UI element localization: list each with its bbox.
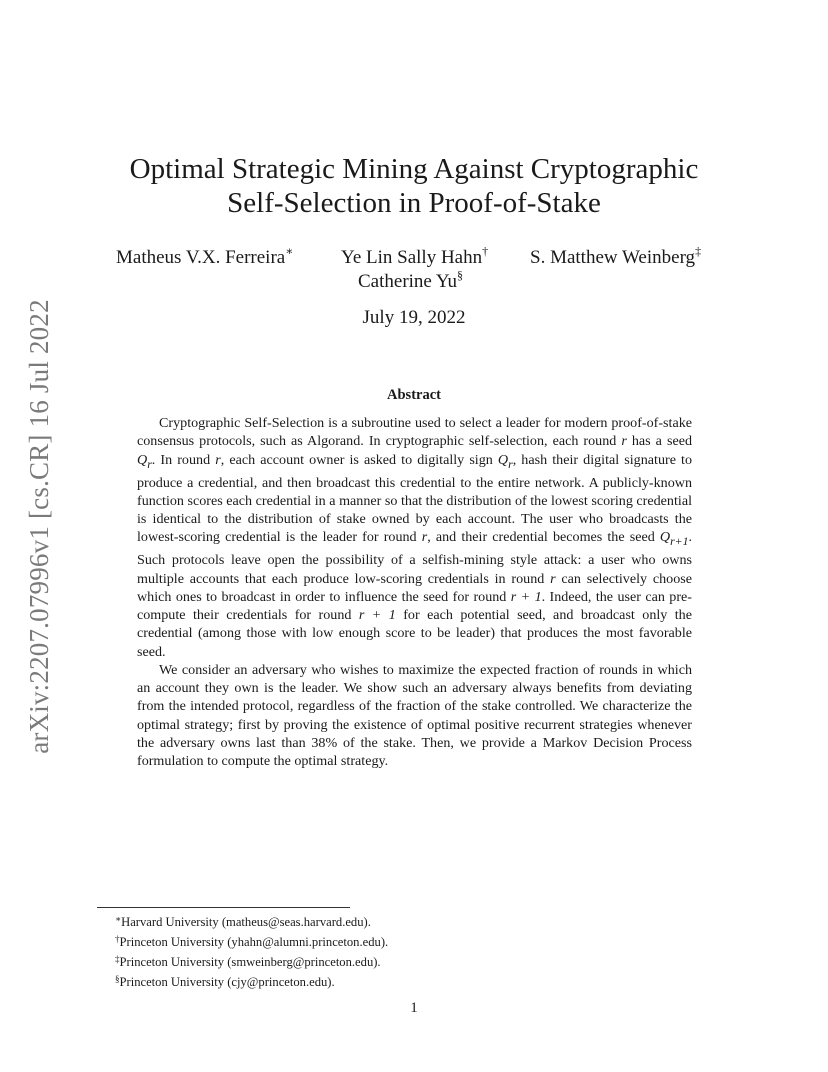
footnote-weinberg: ‡Princeton University (smweinberg@princeton.edu). — [115, 954, 381, 969]
arxiv-identifier-text: arXiv:2207.07996v1 [cs.CR] 16 Jul 2022 — [23, 298, 54, 754]
arxiv-identifier-stamp — [20, 295, 58, 757]
abstract-paragraph-1: Cryptographic Self-Selection is a subroutine used to select a leader for modern proof-of-stake consensus protocols, such as Algorand. In cryptographic self-selection, each round r has a seed $Q_r$. In round r, each account owner is asked to digitally sign $Q_r$, hash their digital signature to produce a credential, and then broadcast this credential to the entire network. A publicly-known function scores each credential in a manner so that the distribution of the lowest scoring credential is identical to the distribution of stake owned by each account. The user who broadcasts the lowest-scoring credential is the leader for round r, and their credential becomes the seed $Q_{r+1}$. Such protocols leave open the possibility of a selfish-mining style attack: a user who owns multiple accounts that each produce low-scoring credentials in round r can selectively choose which ones to broadcast in order to influence the seed for round r + 1. Indeed, the user can pre-compute their credentials for round r + 1 for each potential seed, and broadcast only the credential (among those with low enough score to be leader) that produces the most favorable seed. — [137, 415, 693, 660]
author-weinberg — [530, 244, 701, 269]
author-name: Ye Lin Sally Hahn — [341, 247, 483, 268]
footnote-ferreira: ∗Harvard University (matheus@seas.harvard.edu). — [115, 914, 371, 929]
footnote-hahn: †Princeton University (yhahn@alumni.princeton.edu). — [115, 934, 389, 949]
footnotes — [115, 911, 388, 991]
publication-date: July 19, 2022 — [362, 307, 466, 328]
abstract-heading: Abstract — [387, 387, 441, 403]
footnote-yu: §Princeton University (cjy@princeton.edu). — [115, 974, 335, 989]
footnote-separator — [97, 907, 350, 908]
author-name: Catherine Yu — [358, 271, 458, 292]
paper-title — [110, 152, 718, 220]
author-mark: ∗ — [285, 244, 294, 258]
author-yu — [358, 268, 463, 293]
author-mark: § — [457, 268, 464, 282]
page-number: 1 — [410, 1000, 418, 1016]
author-hahn — [341, 244, 488, 269]
author-mark: ‡ — [695, 244, 702, 258]
author-ferreira — [116, 244, 293, 269]
author-name: S. Matthew Weinberg — [530, 247, 696, 268]
author-mark: † — [482, 244, 489, 258]
author-name: Matheus V.X. Ferreira — [116, 247, 286, 268]
title-line-1: Optimal Strategic Mining Against Cryptographic — [129, 153, 699, 185]
title-line-2: Self-Selection in Proof-of-Stake — [227, 187, 601, 219]
abstract-body — [137, 414, 692, 770]
abstract-paragraph-2: We consider an adversary who wishes to maximize the expected fraction of rounds in which an account they own is the leader. We show such an adversary always benefits from deviating from the intended protocol, regardless of the fraction of the stake controlled. We characterize the optimal strategy; first by proving the existence of optimal positive recurrent strategies whenever the adversary owns last than 38% of the stake. Then, we provide a Markov Decision Process formulation to compute the optimal strategy. — [137, 661, 692, 770]
